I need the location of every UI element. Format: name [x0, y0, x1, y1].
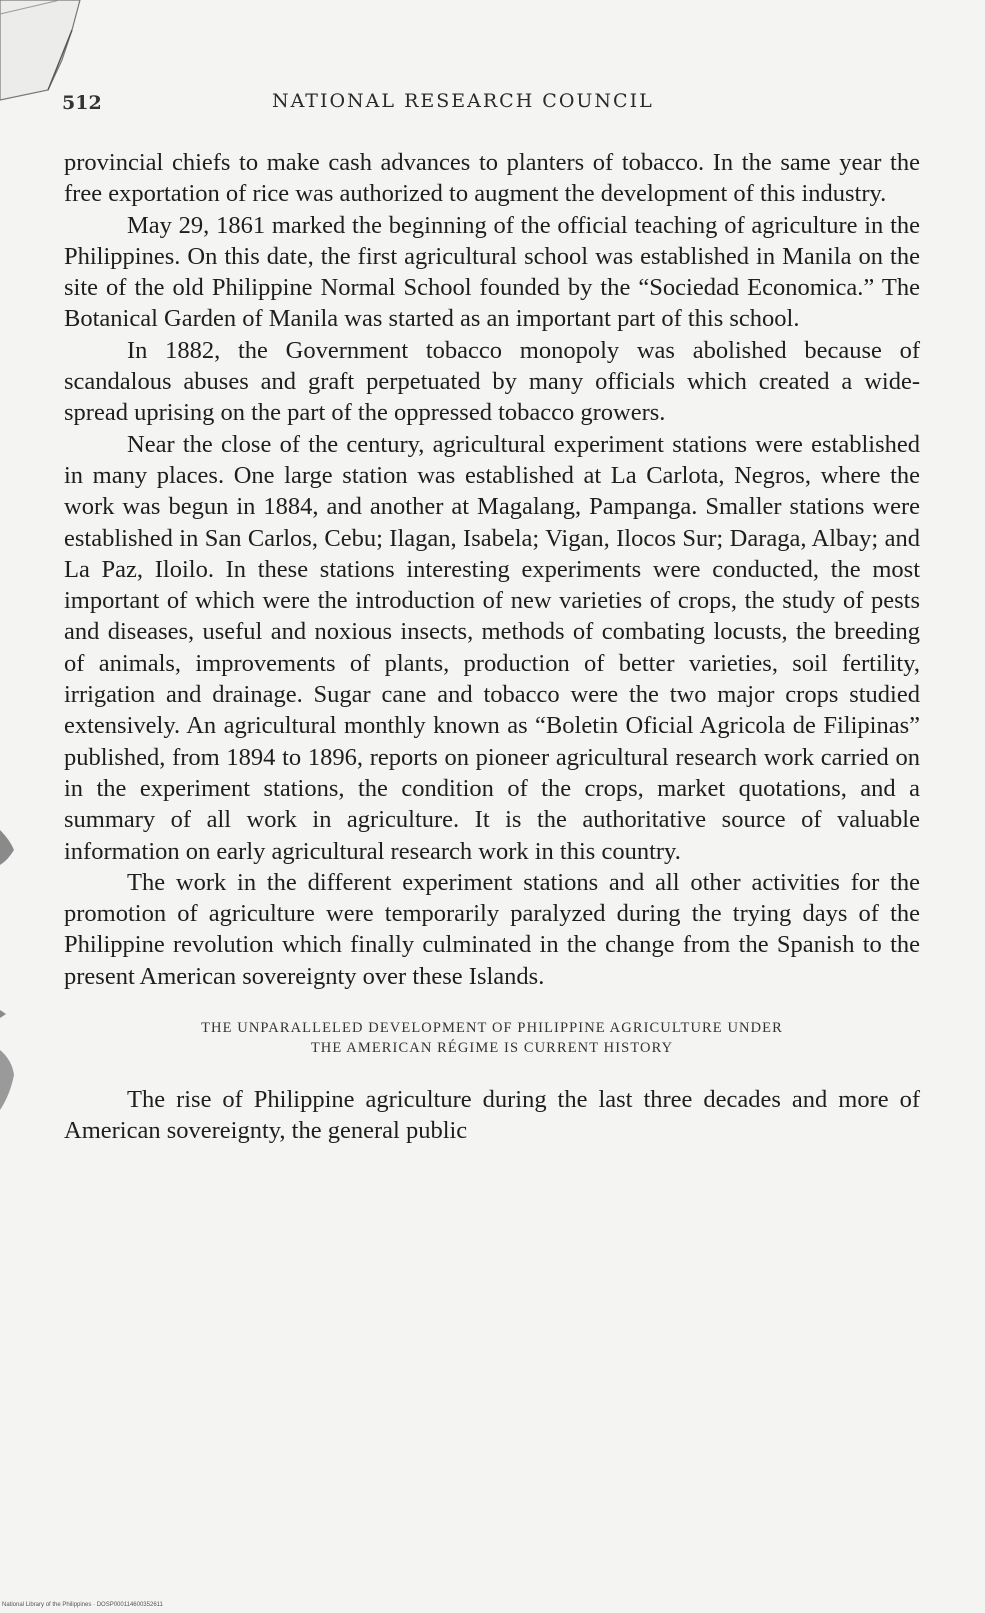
section-heading	[64, 1018, 920, 1058]
paragraph: The rise of Philippine agriculture during the last three decades and more of American sovereignty, the general public	[64, 1086, 920, 1145]
body-text	[64, 147, 920, 1147]
paragraph: provincial chiefs to make cash advances to planters of tobacco. In the same year the free exportation of rice was authorized to augment the development of this industry.	[64, 149, 920, 208]
binding-edge-marks	[0, 820, 30, 1120]
paragraph: The work in the different experiment stations and all other activities for the promotion of agriculture were temporarily paralyzed during the trying days of the Philippine revolution which finally culminated in the change from the Spanish to the present American sovereignty over these Islands.	[64, 868, 920, 990]
paragraph: Near the close of the century, agricultural experiment stations were established in many places. One large station was established at La Carlota, Negros, where the work was begun in 1884, and another at Magalang, Pampanga. Smaller stations were established in San Carlos, Cebu; Ilagan, Isabela; Vigan, Ilocos Sur; Daraga, Albay; and La Paz, Iloilo. In these stations interesting experiments were conducted, the most important of which were the introduction of new varieties of crops, the study of pests and diseases, useful and noxious insects, methods of combating locusts, the breeding of animals, improvements of plants, production of better varieties, soil fertility, irrigation and drainage. Sugar cane and tobacco were the two major crops studied extensively. An agricultural monthly known as “Boletin Oficial Agricola de Filipinas” published, from 1894 to 1896, reports on pioneer agricultural research work carried on in the experiment stations, the condition of the crops, market quotations, and a summary of all work in agriculture. It is the authoritative source of valuable information on early agricultural research work in this country.	[64, 430, 920, 865]
section-heading-line: THE UNPARALLELED DEVELOPMENT OF PHILIPPINE AGRICULTURE UNDER	[201, 1020, 783, 1037]
paragraph: In 1882, the Government tobacco monopoly was abolished because of scandalous abuses and graft perpetuated by many officials which created a wide-spread uprising on the part of the oppressed tobacco growers.	[64, 336, 920, 427]
running-head: NATIONAL RESEARCH COUNCIL	[272, 90, 654, 112]
scan-footer-note: National Library of the Philippines · DOSP000114600352611	[2, 1602, 163, 1608]
section-heading-line: THE AMERICAN RÉGIME IS CURRENT HISTORY	[310, 1040, 674, 1057]
page-number: 512	[62, 92, 102, 114]
paragraph: May 29, 1861 marked the beginning of the official teaching of agriculture in the Philippines. On this date, the first agricultural school was established in Manila on the site of the old Philippine Normal School founded by the “Sociedad Economica.” The Botanical Garden of Manila was started as an important part of this school.	[64, 211, 920, 333]
page-header	[62, 88, 922, 118]
